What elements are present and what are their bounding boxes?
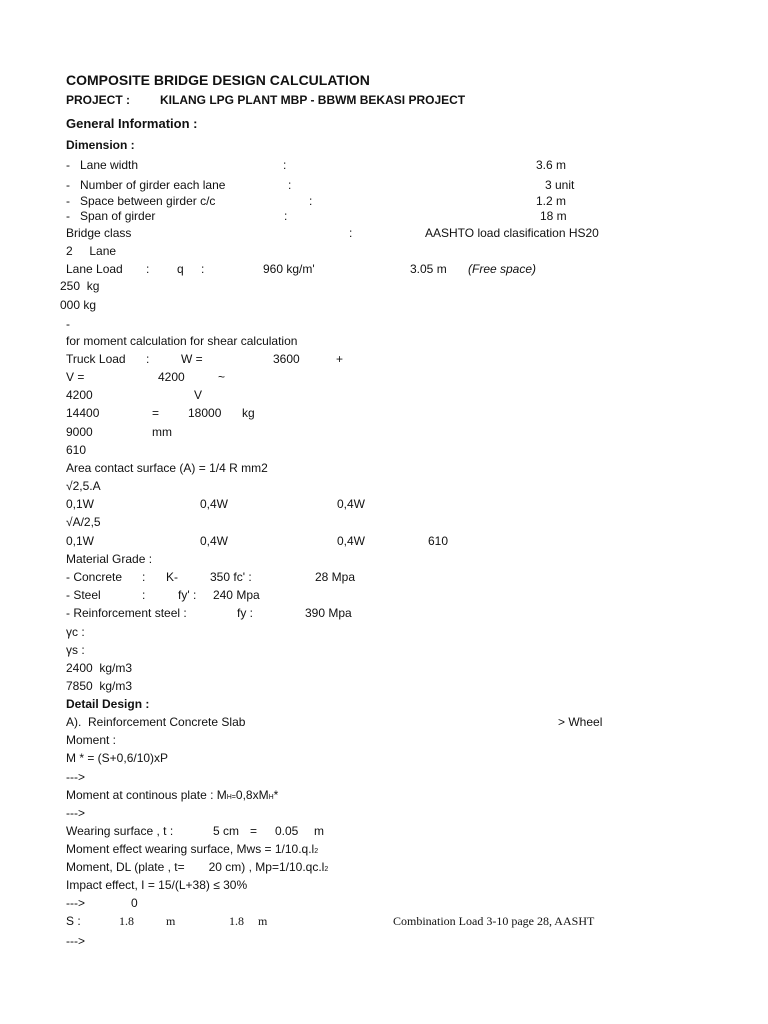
s-label: S : xyxy=(66,914,81,928)
text-line: 0,4W xyxy=(337,497,366,511)
reinforcement-label: - Reinforcement steel : xyxy=(66,606,187,620)
density-steel: 7850 kg/m3 xyxy=(66,679,133,693)
reinforcement-value: 390 Mpa xyxy=(305,606,352,620)
arrow-marker: ---> xyxy=(66,934,85,948)
concrete-colon: : xyxy=(142,570,146,584)
lane-load-q: q xyxy=(177,262,184,276)
lane-load-note: (Free space) xyxy=(468,262,537,276)
dimension-value: 18 m xyxy=(540,209,567,223)
continuous-plate-moment: Moment at continous plate : MH=0,8xMH* xyxy=(66,788,279,802)
text-line: 610 xyxy=(428,534,449,548)
gamma-s: γs : xyxy=(66,643,85,657)
moment-dead-load: Moment, DL (plate , t= 20 cm) , Mp=1/10.qc.l2 xyxy=(66,860,329,874)
steel-label: - Steel xyxy=(66,588,101,602)
formula: √A/2,5 xyxy=(66,515,101,529)
s-value: 1.8 xyxy=(229,914,244,928)
text-line: mm xyxy=(152,425,172,439)
arrow-marker: ---> xyxy=(66,770,85,784)
moment-label: Moment : xyxy=(66,733,117,747)
steel-colon: : xyxy=(142,588,146,602)
lane-load-value: 960 kg/m' xyxy=(263,262,315,276)
wearing-surface-equals: = xyxy=(250,824,258,838)
dimension-colon: : xyxy=(284,209,288,223)
truck-load-w: W = xyxy=(181,352,203,366)
text-line: = xyxy=(152,406,160,420)
reinforcement-fy: fy : xyxy=(237,606,254,620)
text-line: 0,1W xyxy=(66,497,95,511)
truck-load-colon: : xyxy=(146,352,150,366)
text-line: 18000 xyxy=(188,406,222,420)
dimension-label: - Span of girder xyxy=(66,209,156,223)
dimension-label: - Space between girder c/c xyxy=(66,194,216,208)
truck-load-v-value: 4200 xyxy=(158,370,185,384)
wearing-surface-value: 5 cm xyxy=(213,824,240,838)
text-line: 0,4W xyxy=(200,497,229,511)
text-line: 9000 xyxy=(66,425,93,439)
truck-load-label: Truck Load xyxy=(66,352,126,366)
text-line: V xyxy=(194,388,203,402)
area-contact-line: Area contact surface (A) = 1/4 R mm2 xyxy=(66,461,268,475)
document-title: COMPOSITE BRIDGE DESIGN CALCULATION xyxy=(66,72,370,88)
wearing-surface-meters: 0.05 xyxy=(275,824,299,838)
impact-effect: Impact effect, I = 15/(L+38) ≤ 30% xyxy=(66,878,248,892)
text-line: 250 kg xyxy=(60,279,100,293)
text-line: for moment calculation for shear calculation xyxy=(66,334,298,348)
lane-load-colon: : xyxy=(201,262,205,276)
truck-load-v: V = xyxy=(66,370,85,384)
lane-load-colon: : xyxy=(146,262,150,276)
bridge-class-label: Bridge class xyxy=(66,226,132,240)
dimension-label: - Number of girder each lane xyxy=(66,178,226,192)
material-heading: Material Grade : xyxy=(66,552,153,566)
moment-formula: M * = (S+0,6/10)xP xyxy=(66,751,169,765)
truck-load-w-value: 3600 xyxy=(273,352,300,366)
text-line: - xyxy=(66,317,70,331)
text-line: 4200 xyxy=(66,388,93,402)
text-line: 610 xyxy=(66,443,87,457)
text-line: 0,4W xyxy=(200,534,229,548)
text-line: 000 kg xyxy=(60,298,97,312)
bridge-class-value: AASHTO load clasification HS20 xyxy=(425,226,599,240)
truck-load-tilde: ~ xyxy=(218,370,226,384)
text-line: 0,1W xyxy=(66,534,95,548)
dimension-colon: : xyxy=(288,178,292,192)
concrete-mpa: 28 Mpa xyxy=(315,570,356,584)
text-line: 14400 xyxy=(66,406,100,420)
detail-design-heading: Detail Design : xyxy=(66,697,150,711)
dimension-value: 3 unit xyxy=(545,178,575,192)
dimension-colon: : xyxy=(283,158,287,172)
wheel-label: > Wheel xyxy=(558,715,603,729)
combination-load-reference: Combination Load 3-10 page 28, AASHT xyxy=(393,914,595,928)
general-info-heading: General Information : xyxy=(66,116,198,131)
s-unit: m xyxy=(166,914,176,928)
project-label: PROJECT : xyxy=(66,93,131,107)
s-unit: m xyxy=(258,914,268,928)
text-line: kg xyxy=(242,406,255,420)
concrete-value: 350 fc' : xyxy=(210,570,252,584)
arrow-marker: ---> xyxy=(66,806,85,820)
impact-value: 0 xyxy=(131,896,138,910)
lane-load-label: Lane Load xyxy=(66,262,123,276)
wearing-surface-label: Wearing surface , t : xyxy=(66,824,174,838)
dimension-label: - Lane width xyxy=(66,158,139,172)
formula: √2,5.A xyxy=(66,479,101,493)
wearing-surface-unit: m xyxy=(314,824,324,838)
truck-load-plus: + xyxy=(336,352,344,366)
concrete-k: K- xyxy=(166,570,178,584)
project-name: KILANG LPG PLANT MBP - BBWM BEKASI PROJECT xyxy=(160,93,466,107)
s-value: 1.8 xyxy=(119,914,134,928)
dimension-value: 1.2 m xyxy=(536,194,567,208)
arrow-marker: ---> xyxy=(66,896,85,910)
dimension-heading: Dimension : xyxy=(66,138,135,152)
bridge-class-colon: : xyxy=(349,226,353,240)
moment-wearing-surface: Moment effect wearing surface, Mws = 1/10.q.l2 xyxy=(66,842,319,856)
dimension-colon: : xyxy=(309,194,313,208)
text-line: 0,4W xyxy=(337,534,366,548)
dimension-value: 3.6 m xyxy=(536,158,567,172)
lane-count: 2 Lane xyxy=(66,244,117,258)
concrete-label: - Concrete xyxy=(66,570,123,584)
steel-value: fy' : 240 Mpa xyxy=(178,588,260,602)
lane-load-width: 3.05 m xyxy=(410,262,447,276)
gamma-c: γc : xyxy=(66,625,85,639)
density-concrete: 2400 kg/m3 xyxy=(66,661,133,675)
slab-heading: A). Reinforcement Concrete Slab xyxy=(66,715,246,729)
